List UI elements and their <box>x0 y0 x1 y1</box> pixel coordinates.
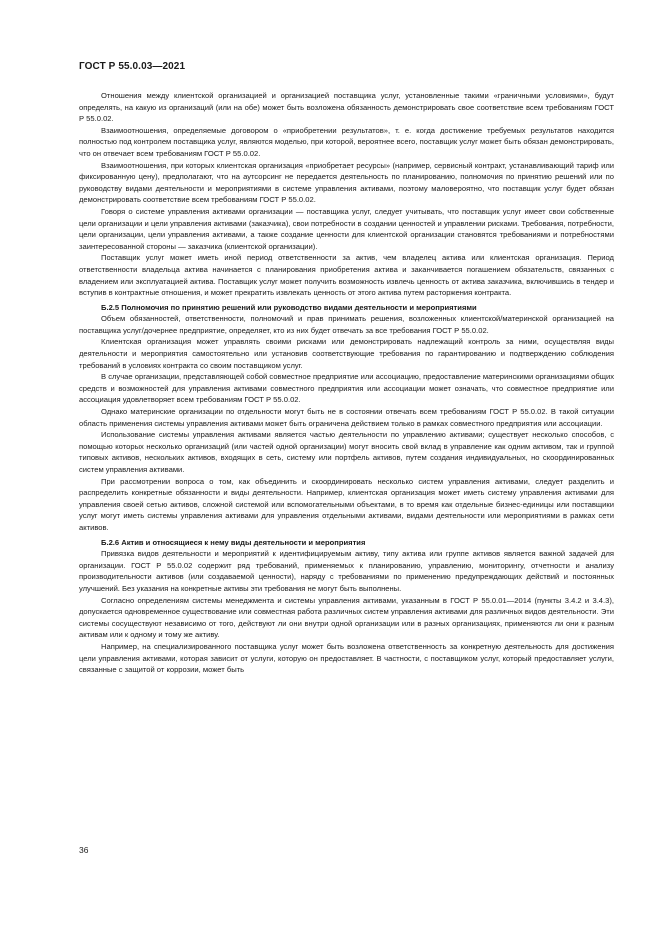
paragraph: Поставщик услуг может иметь иной период ответственности за актив, чем владелец актива или клиентская организация. Период ответственности владельца актива начинается с планирования приобретения актива и заканчивается погашением обязательств, связанных с владением или эксплуатацией актива. Поставщик услуг может получить возможность извлечь ценность от актива заказчика, включившись в тендер и вступив в контрактные отношения, и может прекратить извлекать ценность от этого актива путем расторжения контракта. <box>79 253 614 298</box>
document-header: ГОСТ Р 55.0.03—2021 <box>79 61 186 72</box>
section-heading: Б.2.6 Актив и относящиеся к нему виды деятельности и мероприятия <box>101 537 366 547</box>
paragraph: Взаимоотношения, при которых клиентская организация «приобретает ресурсы» (например, сервисный контракт, устанавливающий тариф или фиксированную цену), предполагают, что на аутсорсинг не передается деятельность по планированию, полномочия по принятию решений или по руководству видами деятельности и мероприятиями в системе управления активами, поэтому маловероятно, что поставщик услуг будет обязан демонстрировать соответствие всем требованиям ГОСТ Р 55.0.02. <box>79 160 614 205</box>
document-body <box>79 90 614 676</box>
paragraph: Отношения между клиентской организацией и организацией поставщика услуг, установленные такими «граничными условиями», будут определять, на какую из организаций (или на обе) может быть возложена обязанность демонстрировать свое соответствие всем требованиям ГОСТ Р 55.0.02. <box>79 91 614 124</box>
paragraph: Говоря о системе управления активами организации — поставщика услуг, следует учитывать, что поставщик услуг имеет свои собственные цели организации и цели управления активами (заказчика), свои потребности в создании ценностей и управлении рисками. Требования, потребности, цели организации, цели управления активами, а также создание ценности для клиентской организации становятся требованиями и потребностями заинтересованной стороны — заказчика (клиентской организации). <box>79 206 614 251</box>
paragraph: Клиентская организация может управлять своими рисками или демонстрировать надлежащий контроль за ними, осуществляя виды деятельности и мероприятия самостоятельно или установив соответствующие требования по гарантированию и подтверждению соблюдения требований в условиях контракта со своим поставщиком услуг. <box>79 337 614 370</box>
paragraph: При рассмотрении вопроса о том, как объединить и скоординировать несколько систем управления активами, следует разделить и распределить конкретные обязанности и виды деятельности. Например, клиентская организация может иметь систему управления активами для управления своей сетью активов, сложной системой или вспомогательными объектами, в то время как отдельные бизнес-единицы или поставщики услуг могут иметь системы управления активами для управления отдельными активами, видами деятельности или мероприятиями в рамках сети активов. <box>79 476 614 532</box>
section-heading: Б.2.5 Полномочия по принятию решений или руководство видами деятельности и мероприятиями <box>101 302 477 312</box>
paragraph: Согласно определениям системы менеджмента и системы управления активами, указанным в ГОСТ Р 55.0.01—2014 (пункты 3.4.2 и 3.4.3), допускается одновременное существование или совместная работа различных систем управления активами для различных видов деятельности. Эти системы сосуществуют независимо от того, действуют ли они внутри одной организации или в разных организациях, применяются ли они к разным активам или к одному и тому же активу. <box>79 595 614 640</box>
paragraph: В случае организации, представляющей собой совместное предприятие или ассоциацию, предоставление материнскими организациями общих средств и возможностей для управления активами совместного предприятия или ассоциации может означать, что совместное предприятие или ассоциация удовлетворяет всем требованиям ГОСТ Р 55.0.02. <box>79 372 614 405</box>
paragraph: Взаимоотношения, определяемые договором о «приобретении результатов», т. е. когда достижение требуемых результатов находится полностью под контролем поставщика услуг, являются моделью, при которой, вероятнее всего, поставщик услуг может быть обязан демонстрировать, что он отвечает всем требованиям ГОСТ Р 55.0.02. <box>79 125 614 158</box>
paragraph: Привязка видов деятельности и мероприятий к идентифицируемым активу, типу актива или группе активов является важной задачей для организации. ГОСТ Р 55.0.02 содержит ряд требований, применяемых к планированию, управлению, мониторингу, отчетности и анализу производительности активов (или создаваемой ценности), наряду с требованиями по применению предупреждающих действий и постоянных улучшений. Без указания на конкретные активы эти требования не могут быть выполнены. <box>79 549 614 593</box>
paragraph: Однако материнские организации по отдельности могут быть не в состоянии отвечать всем требованиям ГОСТ Р 55.0.02. В такой ситуации область применения системы управления активами может быть ограничена действием только в рамках совместного предприятия или ассоциации. <box>79 407 614 428</box>
paragraph: Использование системы управления активами является частью деятельности по управлению активами; существует несколько способов, с помощью которых несколько организаций (или частей одной организации) могут вносить свой вклад в управление как одним активом, так и группой типовых активов, нескольких активов, входящих в сеть, систему или портфель активов, путем создания индивидуальных, но скоординированных систем управления активами. <box>79 430 614 474</box>
paragraph: Например, на специализированного поставщика услуг может быть возложена ответственность за конкретную деятельность для достижения цели управления активами, которая зависит от услуги, которую он предоставляет. В частности, с поставщиком услуг, который предоставляет услуги, связанные с защитой от коррозии, может быть <box>79 641 614 675</box>
paragraph: Объем обязанностей, ответственности, полномочий и прав принимать решения, возложенных клиентской/материнской организацией на поставщика услуг/дочернее предприятие, определяет, кто из них будет отвечать за все требования ГОСТ Р 55.0.02. <box>79 314 614 335</box>
page-number: 36 <box>79 845 89 855</box>
